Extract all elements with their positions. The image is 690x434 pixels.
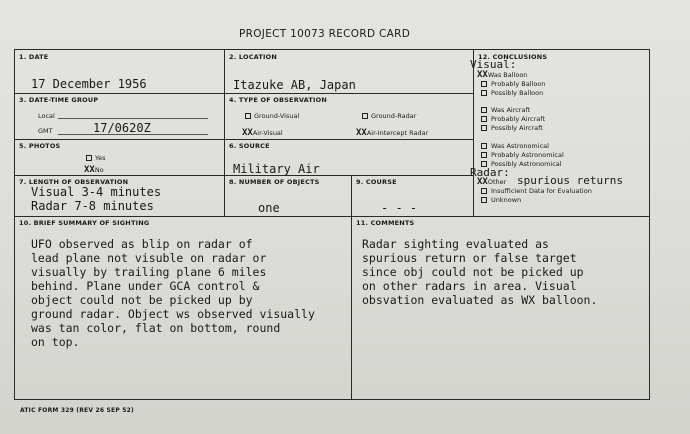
length-visual: Visual 3-4 minutes bbox=[31, 185, 162, 199]
conclusions-visual-note: Visual: bbox=[470, 58, 517, 71]
dtg-gmt-label: GMT bbox=[38, 127, 53, 135]
checkbox-icon bbox=[481, 197, 487, 203]
check-mark-xx: XX bbox=[477, 177, 488, 187]
conclusion-possibly-aircraft: Possibly Aircraft bbox=[481, 124, 543, 132]
checkbox-icon bbox=[86, 155, 92, 161]
conclusion-possibly-astronomical: Possibly Astronomical bbox=[481, 160, 562, 168]
conclusion-was-balloon: XXWas Balloon bbox=[477, 70, 528, 80]
photos-label: 5. PHOTOS bbox=[19, 142, 61, 150]
dtg-gmt-value: 17/0620Z bbox=[93, 121, 151, 135]
checkbox-icon bbox=[481, 81, 487, 87]
comments-label: 11. COMMENTS bbox=[356, 219, 415, 227]
date-value: 17 December 1956 bbox=[31, 77, 147, 91]
objects-value: one bbox=[258, 201, 280, 215]
checkbox-icon bbox=[481, 90, 487, 96]
card-title: PROJECT 10073 RECORD CARD bbox=[239, 28, 411, 40]
conclusion-unknown: Unknown bbox=[481, 196, 521, 204]
divider-v-summary bbox=[351, 216, 352, 400]
divider-h-4 bbox=[14, 216, 650, 217]
comments-text: Radar sighting evaluated as spurious return or false target since obj could not be picked up on other radars in area. Visual obsvation evaluated as WX balloon. bbox=[362, 237, 598, 307]
observation-type-label: 4. TYPE OF OBSERVATION bbox=[229, 96, 328, 104]
photos-yes: Yes bbox=[86, 154, 106, 162]
check-mark-xx: XX bbox=[477, 70, 488, 80]
checkbox-icon bbox=[481, 188, 487, 194]
obs-ground-radar: Ground-Radar bbox=[362, 112, 416, 120]
frame-bottom bbox=[14, 399, 650, 400]
checkbox-icon bbox=[481, 152, 487, 158]
conclusion-probably-aircraft: Probably Aircraft bbox=[481, 115, 545, 123]
length-radar: Radar 7-8 minutes bbox=[31, 199, 154, 213]
frame-right bbox=[649, 49, 650, 400]
course-value: - - - bbox=[381, 201, 418, 215]
summary-label: 10. BRIEF SUMMARY OF SIGHTING bbox=[19, 219, 150, 227]
divider-h-2 bbox=[14, 139, 473, 140]
divider-v-course bbox=[351, 175, 352, 216]
checkbox-icon bbox=[362, 113, 368, 119]
checkbox-icon bbox=[481, 125, 487, 131]
conclusions-radar-note: Radar: bbox=[470, 166, 510, 179]
checkbox-icon bbox=[481, 143, 487, 149]
form-number: ATIC FORM 329 (REV 26 SEP 52) bbox=[20, 407, 134, 414]
obs-air-intercept-radar: XXAir-Intercept Radar bbox=[356, 128, 429, 138]
conclusions-label: 12. CONCLUSIONS bbox=[478, 53, 548, 61]
divider-h-1 bbox=[14, 93, 473, 94]
conclusion-was-astronomical: Was Astronomical bbox=[481, 142, 549, 150]
obs-air-visual: XXAir-Visual bbox=[242, 128, 283, 138]
course-label: 9. COURSE bbox=[356, 178, 397, 186]
location-label: 2. LOCATION bbox=[229, 53, 278, 61]
conclusion-was-aircraft: Was Aircraft bbox=[481, 106, 530, 114]
source-label: 6. SOURCE bbox=[229, 142, 270, 150]
length-label: 7. LENGTH OF OBSERVATION bbox=[19, 178, 129, 186]
summary-text: UFO observed as blip on radar of lead plane not visuble on radar or visually by trailing plane 6 miles behind. Plane under GCA control & object could not be picked up by ground radar. Object ws observed visually was tan color, flat on bottom, round on top. bbox=[31, 237, 315, 349]
obs-ground-visual: Ground-Visual bbox=[245, 112, 299, 120]
check-mark-xx: XX bbox=[242, 128, 253, 138]
frame-left bbox=[14, 49, 15, 400]
dtg-label: 3. DATE-TIME GROUP bbox=[19, 96, 99, 104]
check-mark-xx: XX bbox=[84, 165, 95, 175]
objects-label: 8. NUMBER OF OBJECTS bbox=[229, 178, 320, 186]
conclusion-probably-astronomical: Probably Astronomical bbox=[481, 151, 564, 159]
frame-top bbox=[14, 49, 650, 50]
check-mark-xx: XX bbox=[356, 128, 367, 138]
date-label: 1. DATE bbox=[19, 53, 49, 61]
dtg-local-label: Local bbox=[38, 112, 55, 120]
checkbox-icon bbox=[481, 107, 487, 113]
checkbox-icon bbox=[481, 116, 487, 122]
dtg-local-line bbox=[58, 118, 208, 119]
conclusion-insufficient-data: Insufficient Data for Evaluation bbox=[481, 187, 592, 195]
location-value: Itazuke AB, Japan bbox=[233, 78, 356, 92]
conclusion-possibly-balloon: Possibly Balloon bbox=[481, 89, 543, 97]
photos-no: XXNo bbox=[84, 165, 104, 175]
checkbox-icon bbox=[481, 161, 487, 167]
conclusion-probably-balloon: Probably Balloon bbox=[481, 80, 545, 88]
checkbox-icon bbox=[245, 113, 251, 119]
divider-v-center bbox=[224, 49, 225, 216]
conclusion-other: XXOther bbox=[477, 177, 507, 187]
conclusions-radar-value: spurious returns bbox=[517, 174, 623, 187]
source-value: Military Air bbox=[233, 162, 320, 176]
divider-v-conclusions bbox=[473, 49, 474, 216]
